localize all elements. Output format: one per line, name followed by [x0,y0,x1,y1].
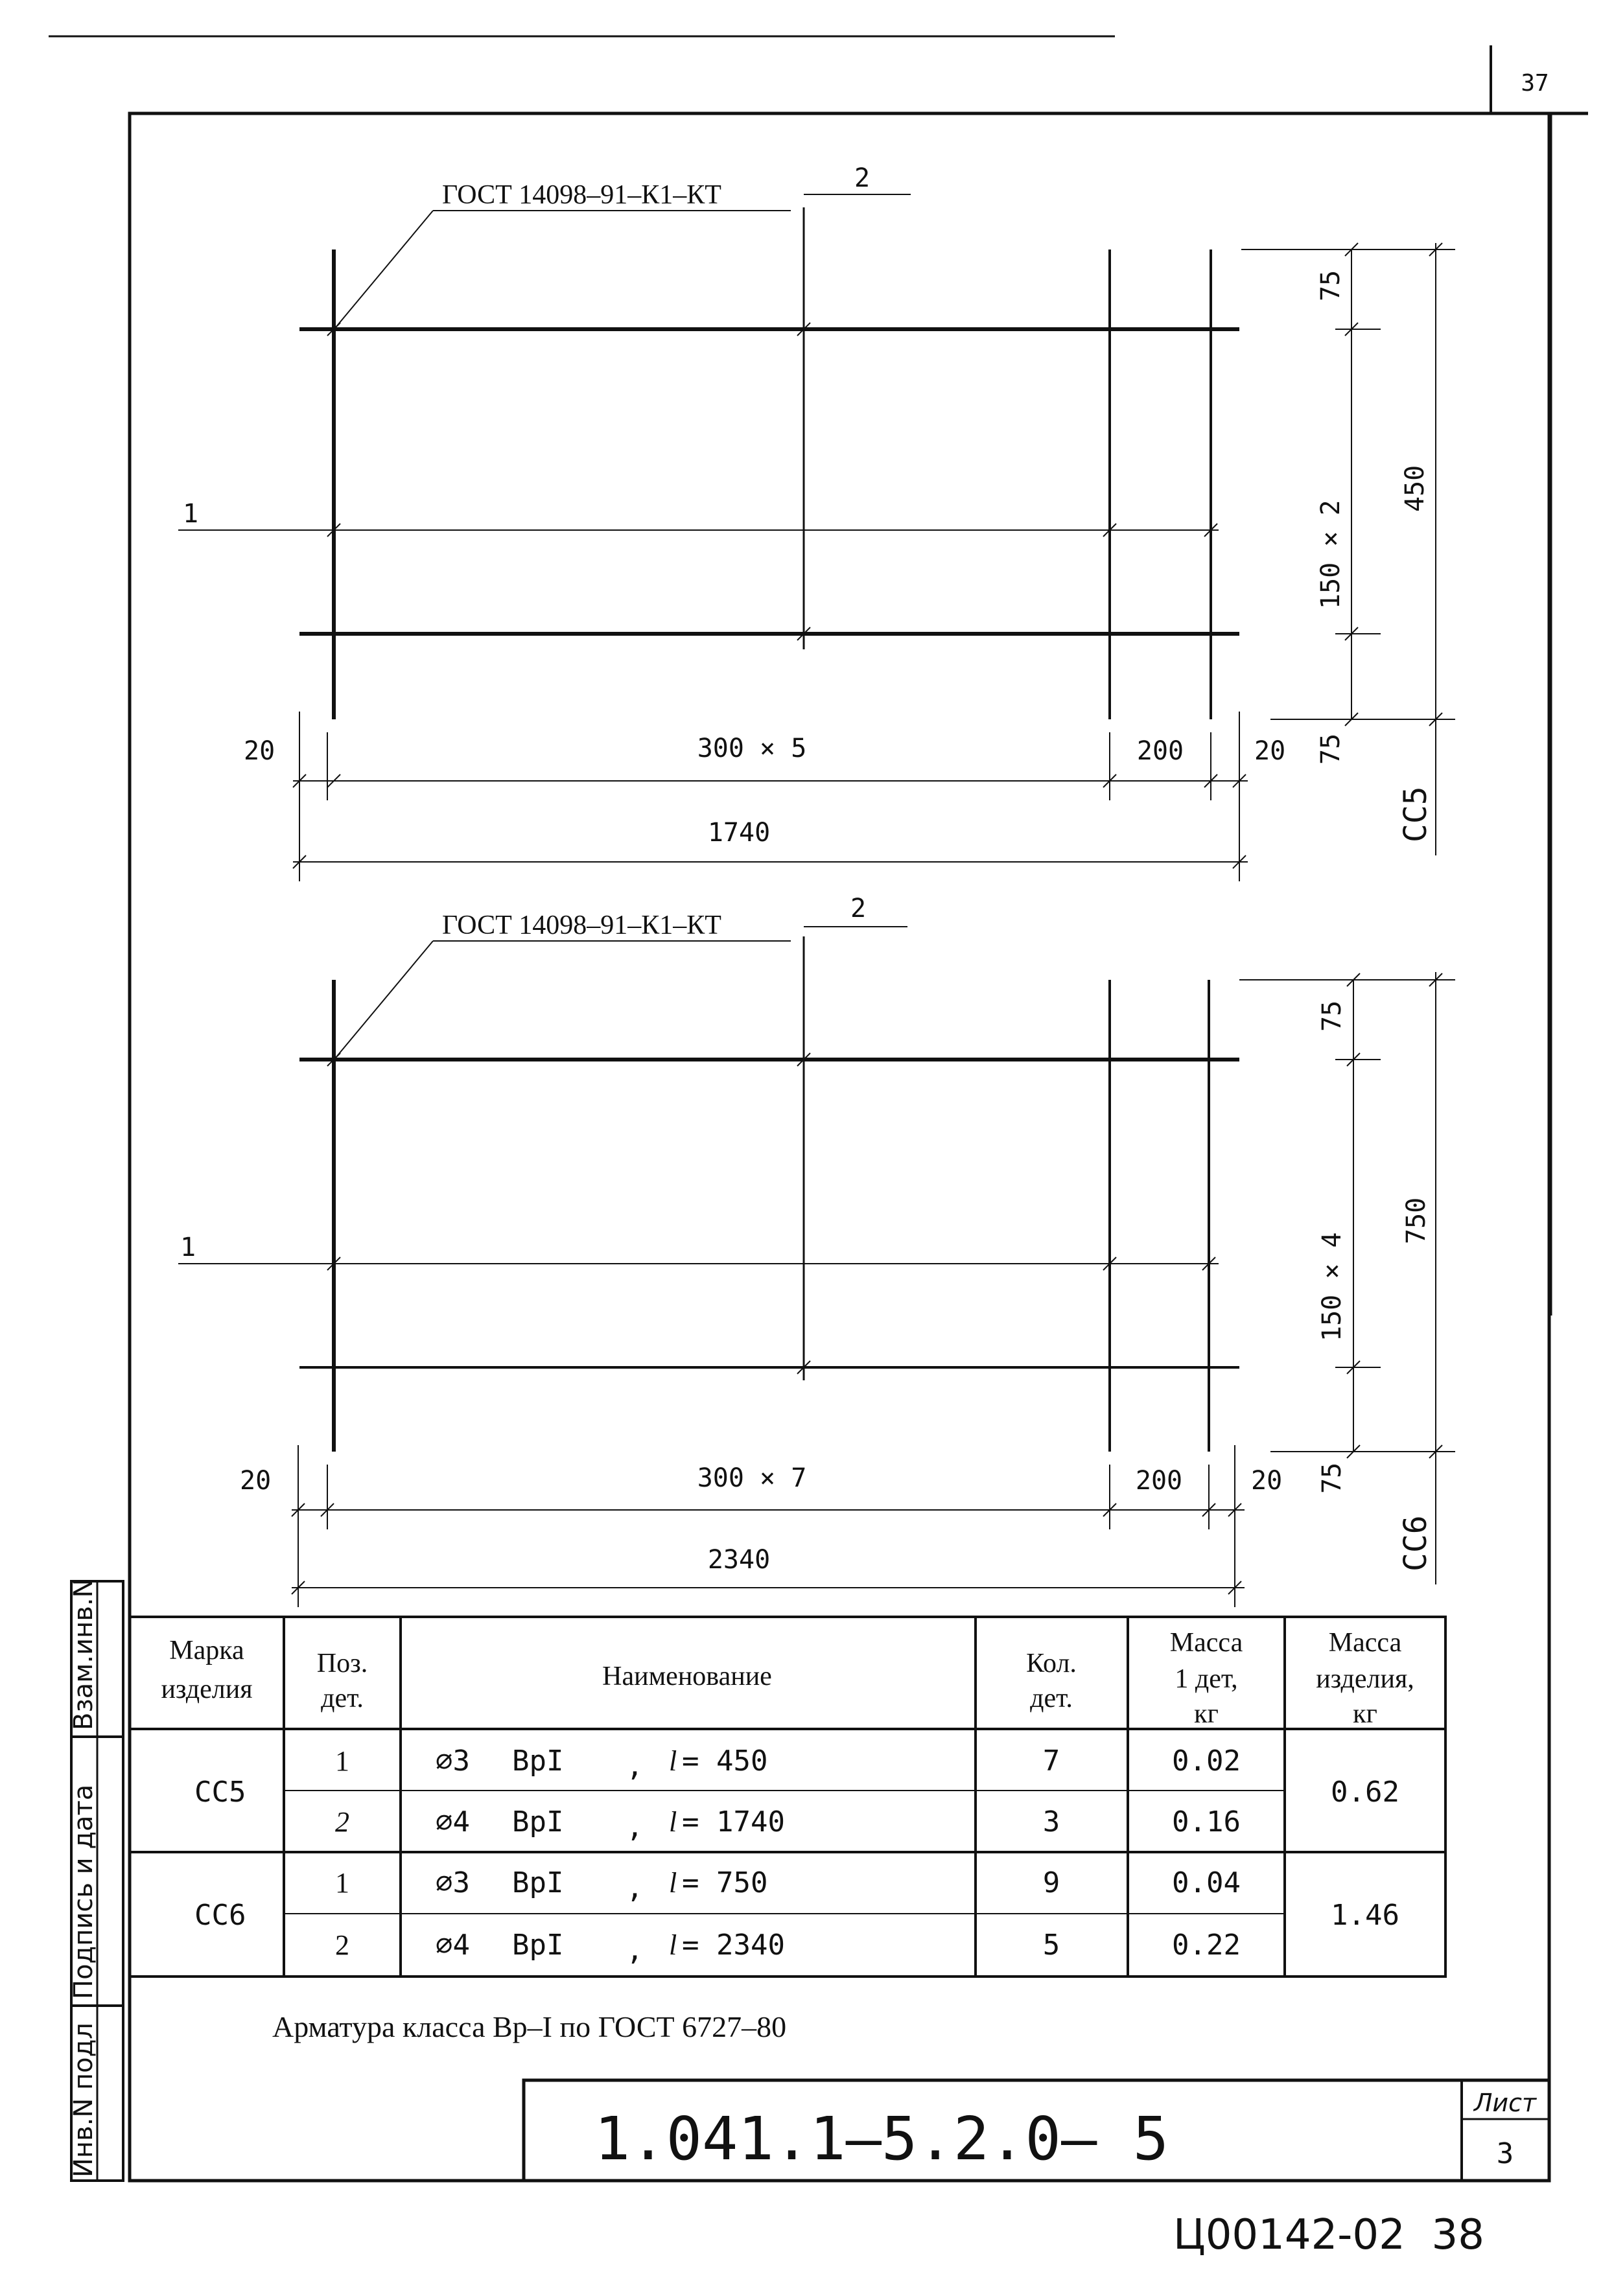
row-sep: , [626,1750,644,1783]
row-steel: ВрI [512,1866,564,1899]
dim-total-height-cc6: 750 [1401,1197,1431,1244]
group-mass-item: 0.62 [1331,1776,1399,1809]
stamp-inv-podl: Инв.N подл [69,2023,99,2177]
header-name: Наименование [602,1662,772,1691]
mesh-cc6-labels [180,894,1434,1575]
row-len-value: = 1740 [682,1805,785,1838]
dim-pitch-h-cc6: 300 × 7 [697,1463,807,1493]
handwritten-archive-number: Ц00142-02 38 [1173,2211,1484,2259]
header-mass-item-line3: кг [1353,1699,1377,1729]
row-mass: 0.22 [1172,1929,1241,1962]
pos2-label-cc6: 2 [850,894,867,923]
header-pos-line2: дет. [321,1684,364,1713]
row-len-value: = 750 [682,1866,768,1899]
pos1-label-cc5: 1 [183,499,199,529]
header-mark-line2: изделия [161,1675,253,1704]
dim-right-span-cc5: 200 [1136,736,1184,766]
row-sep: , [626,1872,644,1905]
row-qty: 9 [1042,1866,1060,1899]
row-len-symbol: l [669,1929,677,1961]
row-len-value: = 2340 [682,1929,785,1962]
stamp-podpis-data: Подпись и дата [69,1784,99,1999]
row-pos: 1 [335,1867,349,1899]
dim-bottom-end-cc6: 75 [1317,1462,1347,1494]
row-qty: 5 [1042,1929,1060,1962]
row-len-symbol: l [669,1806,677,1838]
row-pos: 2 [335,1806,349,1838]
row-steel: ВрI [512,1805,564,1838]
header-qty-line1: Кол. [1026,1649,1077,1678]
row-diameter: ⌀4 [436,1929,470,1962]
row-steel: ВрI [512,1745,564,1778]
row-len-value: = 450 [682,1745,768,1778]
dim-total-height-cc5: 450 [1400,465,1430,512]
mesh-drawing-cc6 [178,927,1455,1607]
mesh-drawing-cc5 [178,194,1455,881]
spec-table-header [161,1628,1414,1729]
dim-pitch-v-cc6: 150 × 4 [1317,1232,1347,1341]
header-pos-line1: Поз. [316,1649,368,1678]
mark-label-cc6: СС6 [1398,1515,1434,1571]
row-diameter: ⌀3 [436,1745,470,1778]
header-mass-item-line1: Масса [1328,1628,1402,1658]
row-sep: , [626,1811,644,1844]
header-mass-one-line3: кг [1194,1699,1219,1729]
group-mark: СС5 [194,1776,246,1809]
mark-label-cc5: СС5 [1398,786,1434,842]
side-stamp-labels [69,1579,99,2177]
group-mass-item: 1.46 [1331,1899,1399,1932]
row-sep: , [626,1934,644,1967]
sheet-frame [49,36,1588,2181]
doc-code: 1.041.1–5.2.0– 5 [594,2104,1169,2174]
sheet-label: Лист [1473,2089,1537,2117]
dim-top-end-cc5: 75 [1316,270,1346,301]
header-qty-line2: дет. [1030,1684,1073,1713]
reinforcement-note: Арматура класса Вр–I по ГОСТ 6727–80 [272,2010,787,2043]
dim-bottom-end-cc5: 75 [1316,733,1346,765]
dim-left-end-cc6: 20 [240,1466,272,1496]
dim-right-span-cc6: 200 [1135,1466,1183,1496]
pos1-label-cc6: 1 [180,1233,196,1262]
dim-pitch-v-cc5: 150 × 2 [1316,500,1346,609]
dim-top-end-cc6: 75 [1317,1000,1347,1032]
header-mass-item-line2: изделия, [1316,1664,1414,1694]
group-mark: СС6 [194,1899,246,1932]
row-pos: 1 [335,1745,349,1777]
header-mark-line1: Марка [169,1636,244,1665]
dim-left-end-cc5: 20 [244,736,275,766]
spec-table-body [194,1745,1399,1967]
dim-pitch-h-cc5: 300 × 5 [697,734,807,763]
row-mass: 0.16 [1172,1805,1241,1838]
sheet-number: 3 [1496,2137,1514,2170]
row-mass: 0.02 [1172,1745,1241,1778]
pos2-label-cc5: 2 [854,163,871,193]
header-mass-one-line2: 1 дет, [1175,1664,1238,1694]
row-qty: 3 [1042,1805,1060,1838]
gost-label-cc6: ГОСТ 14098–91–К1–КТ [442,910,721,940]
row-diameter: ⌀4 [436,1805,470,1838]
row-pos: 2 [335,1929,349,1961]
row-diameter: ⌀3 [436,1866,470,1899]
row-len-symbol: l [669,1867,677,1899]
dim-right-end-cc6: 20 [1251,1466,1283,1496]
mesh-cc5-labels [183,163,1434,848]
stamp-vzam-inv: Взам.инв.N [69,1578,99,1730]
dim-total-length-cc6: 2340 [707,1545,771,1575]
row-mass: 0.04 [1172,1866,1241,1899]
row-len-symbol: l [669,1745,677,1777]
gost-label-cc5: ГОСТ 14098–91–К1–КТ [442,180,721,210]
row-steel: ВрI [512,1929,564,1962]
header-mass-one-line1: Масса [1169,1628,1243,1658]
dim-right-end-cc5: 20 [1254,736,1286,766]
page-number: 37 [1521,70,1549,97]
dim-total-length-cc5: 1740 [707,818,771,848]
row-qty: 7 [1042,1745,1060,1778]
